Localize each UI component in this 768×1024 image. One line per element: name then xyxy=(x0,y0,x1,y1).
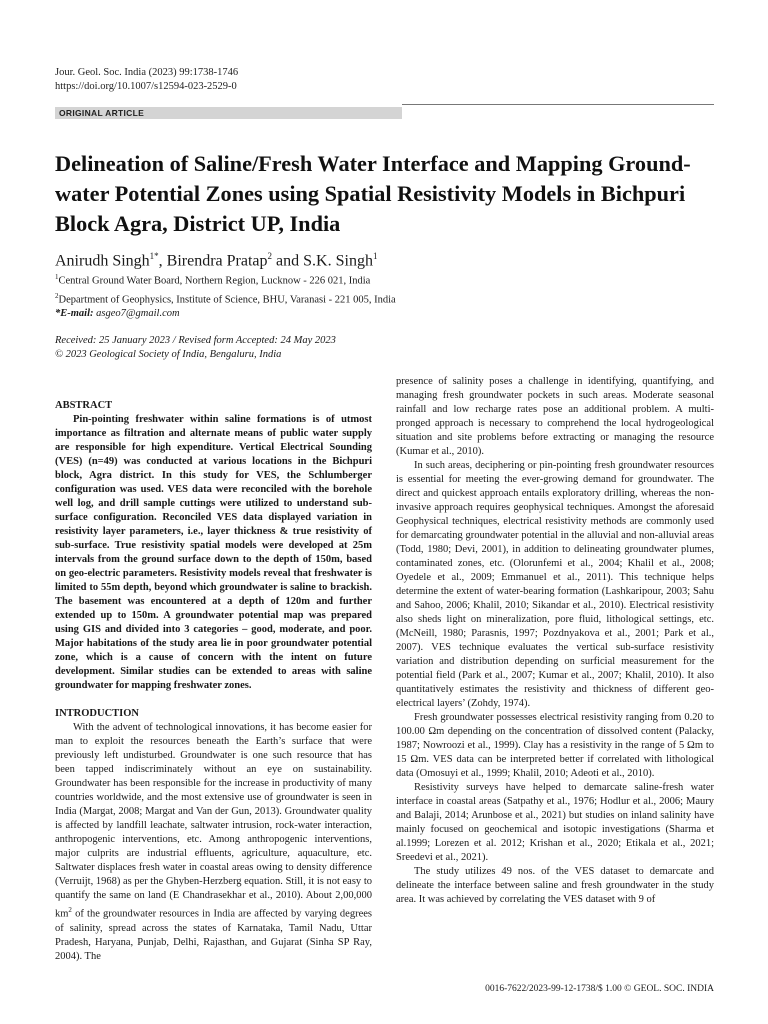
author-list: Anirudh Singh$^{1*}$, Birendra Pratap$^2$ and S.K. Singh$^1$ xyxy=(55,251,378,270)
author-sup: 1* xyxy=(149,251,159,261)
author-sup: 2 xyxy=(267,251,273,261)
article-type-label: ORIGINAL ARTICLE xyxy=(59,108,145,118)
body-paragraph: presence of salinity poses a challenge in identifying, quantifying, and managing fresh groundwater pockets in such areas. Moderate seasonal rainfall and low recharge rates pose an additional problem. A multi-pronged approach is necessary to comprehend the local hydrogeological situation and site problems before extracting or managing the resource (Kumar et al., 2010). xyxy=(396,376,714,457)
body-paragraph: The study utilizes 49 nos. of the VES dataset to demarcate and delineate the interface between saline and fresh groundwater in the study area. It was achieved by correlating the VES dataset with 9 of xyxy=(396,866,714,905)
author-sup: 1 xyxy=(372,251,378,261)
author-name: Birendra Pratap xyxy=(166,252,268,270)
affiliation-text: Department of Geophysics, Institute of Science, BHU, Varanasi - 221 005, India xyxy=(58,294,396,305)
affiliation-text: Central Ground Water Board, Northern Region, Lucknow - 226 021, India xyxy=(58,275,371,287)
publication-dates xyxy=(55,334,336,362)
introduction-paragraph xyxy=(55,721,372,964)
author-name: S.K. Singh xyxy=(303,252,373,270)
received-line: Received: 25 January 2023 / Revised form Accepted: 24 May 2023 xyxy=(55,335,336,346)
page-footer: 0016-7622/2023-99-12-1738/$ 1.00 © GEOL. SOC. INDIA xyxy=(485,984,714,994)
intro-sup: 2 xyxy=(68,906,72,914)
abstract-heading: ABSTRACT xyxy=(55,400,113,411)
intro-text-a: With the advent of technological innovations, it has become easier for man to exploit the resources beneath the Earth’s surface that were previously left undisturbed. Groundwater is one such resource that has been tapped indiscriminately without an eye on sustainability. Groundwater has been responsible for the increase in productivity of many countries worldwide, and the most extensive use of groundwater is seen in India (Margat, 2008; Margat and Van der Gun, 2013). Groundwater quality is affected by landfill leachate, saltwater intrusion, rock-water interaction, anthropogenic interventions, etc. Among anthropogenic interventions, major culprits are industrial effluents, agriculture, aquaculture, etc. Saltwater displaces fresh water in coastal areas owing to density difference (Verruijt, 1968) as per the Ghyben-Herzberg equation. Still, it is not easy to quantify the same on land (E Chandrasekhar et al., 2010). About 2,00,000 km xyxy=(55,722,372,920)
abstract-text: Pin-pointing freshwater within saline formations is of utmost importance as filtration and alternate means of public water supply are responsible for high expenditure. Vertical Electrical Sounding (VES) (n=49) was conducted at various locations in the Bichpuri block, Agra district. In this study for VES, the Schlumberger configuration was used. VES data were reconciled with the borehole well log, and drill sample cuttings were utilized to understand sub-surface configuration. Reconciled VES data displayed variation in resistivity layer parameters, i.e., layer thickness & true resistivity of sub-surface. True resistivity spatial models were developed at 25m intervals from the ground surface down to the depth of 150m, based on geo-electric parameters. Resistivity models reveal that freshwater is limited to 55m depth, beyond which groundwater is saline to brackish. The basement was encountered at a depth of 120m and further extended up to 150m. A groundwater potential map was prepared using GIS and divided into 3 categories – good, moderate, and poor. Major habitations of the study area lie in poor groundwater potential zone, which is a cause of concern with the intent on future development. Similar studies can be extended to areas with saline groundwater for mapping freshwater zones. xyxy=(55,414,372,691)
affiliation-sup: 2 xyxy=(55,291,59,300)
author-name: Anirudh Singh xyxy=(55,252,150,270)
email-line xyxy=(55,307,396,321)
introduction-heading: INTRODUCTION xyxy=(55,708,140,719)
journal-citation: Jour. Geol. Soc. India (2023) 99:1738-1746 xyxy=(55,67,239,78)
email-address[interactable]: asgeo7@gmail.com xyxy=(96,308,180,319)
header-rule xyxy=(402,104,714,105)
affiliation-sup: 1 xyxy=(55,273,59,281)
affiliation-line xyxy=(55,289,396,308)
affiliations xyxy=(55,270,396,321)
journal-header xyxy=(55,66,238,94)
copyright-line: © 2023 Geological Society of India, Bengaluru, India xyxy=(55,349,282,360)
email-label: *E-mail: xyxy=(55,308,94,319)
affiliation-line xyxy=(55,270,396,289)
body-paragraph: In such areas, deciphering or pin-pointing fresh groundwater resources is essential for meeting the ever-growing demand for groundwater. The direct and quickest approach entails exploratory drilling, whereas the non-invasive approach requires geophysical techniques. Amongst the aforesaid Geophysical techniques, electrical resistivity methods are commonly used for demarcating groundwater potential in the alluvial and non-alluvial areas (Todd, 1980; Devi, 2001), in addition to delineating groundwater plumes, contaminated zones, etc. (Olorunfemi et al., 2004; Khalil et al., 2008; Oyedele et al., 2009; Emmanuel et al., 2011). This technique helps determine the extent of water-bearing formation (Lashkaripour, 2003; Sahu and Sahoo, 2006; Khalil, 2010; Sikandar et al., 2010). Electrical resistivity also sheds light on mineralization, pore fluid, lithological settings, etc. (McNeill, 1980; Parasnis, 1997; Pozdnyakova et al., 2001; Park et al., 2007). VES technique evaluates the vertical sub-surface resistivity variation and distribution depending on surficial measurement for the potential field (Park et al., 2007; Kumar et al., 2007; Khalil, 2010). It also quantitatively estimates the resistivity and thickness of different geo-electrical layers’ (Zohdy, 1974). xyxy=(396,460,714,709)
article-type-band xyxy=(55,107,402,119)
intro-text-b: of the groundwater resources in India are affected by varying degrees of salinity, spread across the states of Karnataka, Tamil Nadu, Uttar Pradesh, Haryana, Punjab, Delhi, Rajasthan, and Gujarat (Sinha SP Ray, 2004). The xyxy=(55,908,372,962)
left-column xyxy=(55,399,372,964)
right-column xyxy=(396,375,714,907)
doi-link[interactable]: https://doi.org/10.1007/s12594-023-2529-0 xyxy=(55,81,237,92)
body-paragraph: Fresh groundwater possesses electrical resistivity ranging from 0.20 to 100.00 Ωm depending on the concentration of dissolved content (Palacky, 1987; Nowroozi et al., 1999). Clay has a resistivity in the range of 5 Ωm to 15 Ωm. VES data can be interpreted better if correlated with lithological data (Omosuyi et al., 1999; Khalil, 2010; Adeoti et al., 2010). xyxy=(396,712,714,779)
article-title: Delineation of Saline/Fresh Water Interface and Mapping Ground-water Potential Zones using Spatial Resistivity Models in Bichpuri Block Agra, District UP, India xyxy=(55,151,691,236)
body-paragraph: Resistivity surveys have helped to demarcate saline-fresh water interface in coastal areas (Satpathy et al., 1976; Hodlur et al., 2006; Maury and Balaji, 2014; Arunbose et al., 2021) but studies on inland salinity have mainly focused on geochemical and isotopic investigations (Sharma et al.1999; Lorezen et al. 2012; Krishan et al., 2020; Etikala et al., 2021; Sreedevi et al., 2021). xyxy=(396,782,714,863)
